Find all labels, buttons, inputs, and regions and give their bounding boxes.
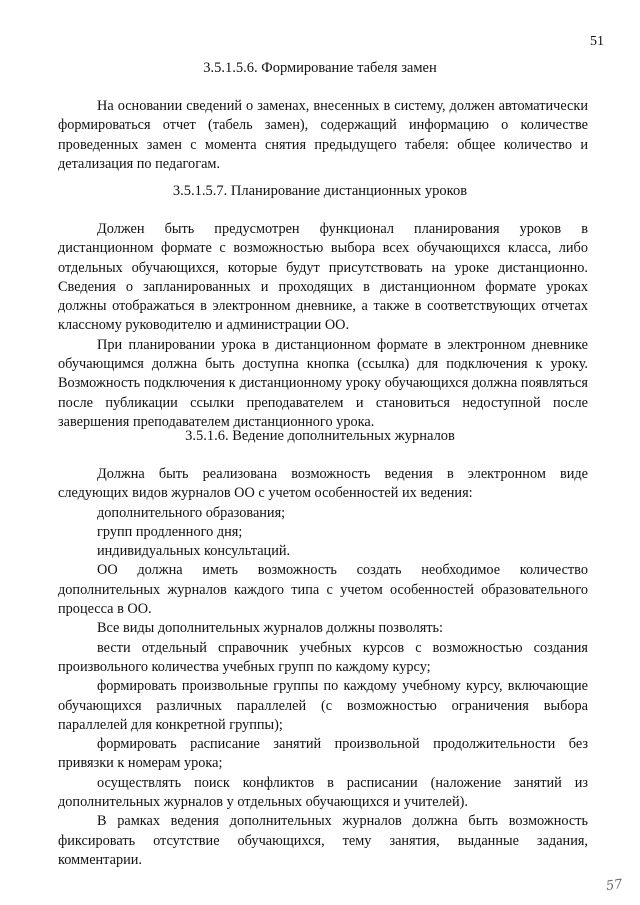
paragraph: Должен быть предусмотрен функционал планирования уроков в дистанционном формате с возможностью выбора всех обучающихся класса, либо отдельных обучающихся, которые будут присутствовать на уроке дистанционно. Сведения о запланированных и проходящих в дистанционном формате уроках должны отображаться в электронном дневнике, а также в соответствующих отчетах классному руководителю и администрации ОО. [58, 221, 588, 334]
section-heading-additional-journals: 3.5.1.6. Ведение дополнительных журналов [185, 428, 455, 444]
paragraph: ОО должна иметь возможность создать необходимое количество дополнительных журналов каждого типа с учетом особенностей образовательного процесса в ОО. [58, 562, 588, 618]
list-item: формировать произвольные группы по каждому учебному курсу, включающие обучающихся различных параллелей (с возможностью ограничения выбора параллелей для конкретной группы); [58, 678, 588, 733]
paragraph: Должна быть реализована возможность ведения в электронном виде следующих видов журналов ОО с учетом особенностей их ведения: [58, 466, 588, 502]
paragraph: В рамках ведения дополнительных журналов должна быть возможность фиксировать отсутствие обучающихся, тему занятия, выданные задания, комментарии. [58, 813, 588, 868]
list-item: осуществлять поиск конфликтов в расписании (наложение занятий из дополнительных журналов у отдельных обучающихся и учителей). [58, 774, 588, 811]
paragraph: На основании сведений о заменах, внесенных в систему, должен автоматически формироваться отчет (табель замен), содержащий информацию о количестве проведенных замен с момента снятия предыдущего табеля: общее количество и детализация по педагогам. [58, 98, 588, 172]
list-item: вести отдельный справочник учебных курсов с возможностью создания произвольного количества учебных групп по каждому курсу; [58, 639, 588, 675]
section-heading-tabel-zamen: 3.5.1.5.6. Формирование табеля замен [203, 60, 437, 76]
list-item: групп продленного дня; [97, 523, 243, 540]
section-body-additional-journals [58, 465, 588, 870]
handwritten-page-mark: 57 [605, 876, 624, 895]
section-heading-distance-lessons: 3.5.1.5.7. Планирование дистанционных уроков [172, 183, 468, 199]
page-number: 51 [590, 34, 604, 49]
list-item: дополнительного образования; [97, 504, 286, 521]
section-body-tabel-zamen [58, 97, 588, 174]
paragraph: Все виды дополнительных журналов должны позволять: [97, 620, 444, 637]
paragraph: При планировании урока в дистанционном формате в электронном дневнике обучающимся должна быть доступна кнопка (ссылка) для подключения к уроку. Возможность подключения к дистанционному уроку обучающихся должна появляться после публикации ссылки преподавателем и становиться недоступной после завершения преподавателем дистанционного урока. [58, 336, 588, 430]
list-item: формировать расписание занятий произвольной продолжительности без привязки к номерам урока; [58, 736, 588, 772]
section-body-distance-lessons [58, 220, 588, 432]
list-item: индивидуальных консультаций. [97, 543, 291, 560]
